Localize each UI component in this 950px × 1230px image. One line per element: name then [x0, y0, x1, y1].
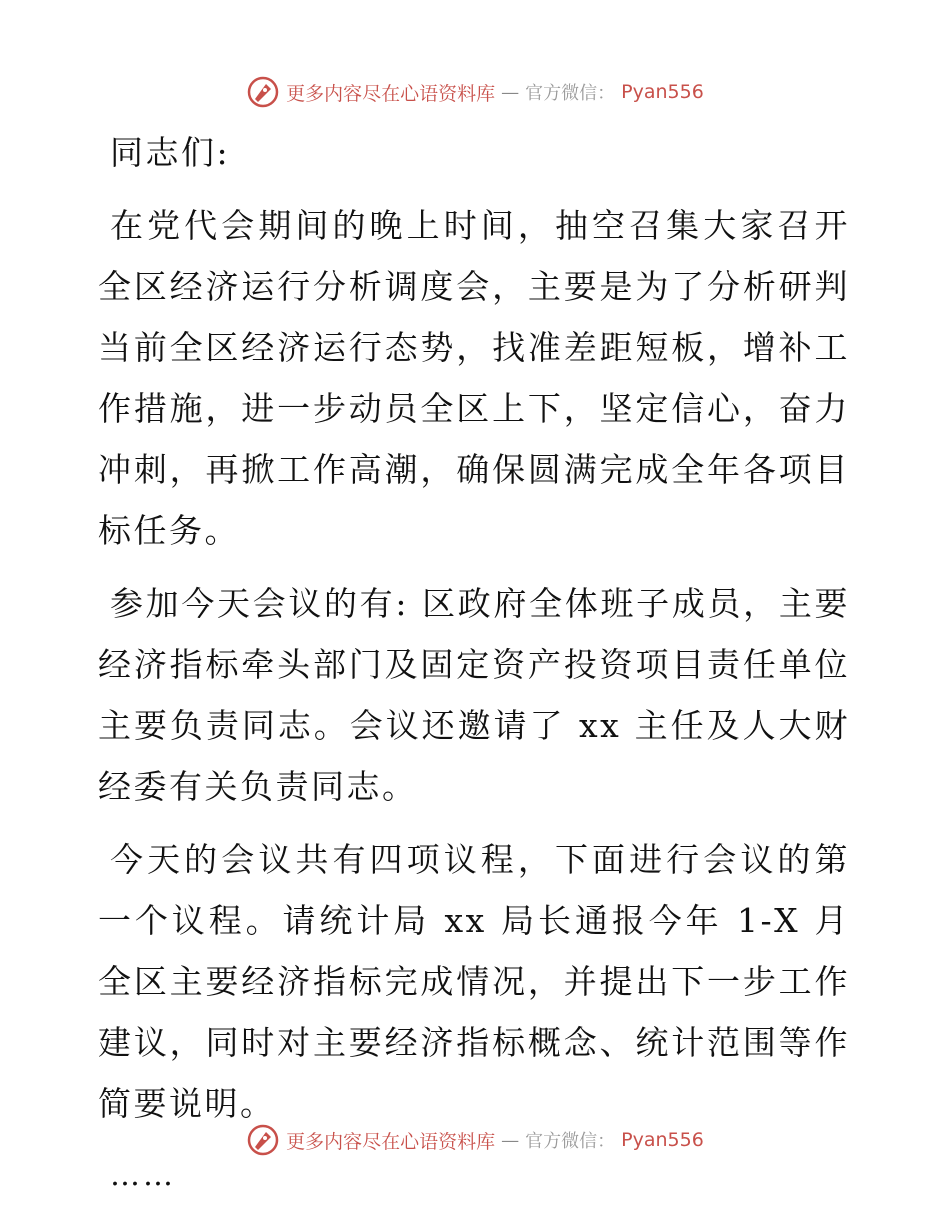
paragraph-3	[98, 829, 850, 1134]
watermark-account: Pyan556	[621, 1129, 704, 1151]
paragraph-2	[98, 573, 850, 817]
header-watermark	[0, 72, 950, 112]
watermark-label: 官方微信：	[525, 83, 616, 104]
watermark-account: Pyan556	[621, 81, 704, 103]
paragraph-1	[98, 195, 850, 561]
watermark-separator: —	[501, 1129, 520, 1151]
paragraph-2-text: 参加今天会议的有: 区政府全体班子成员，主要经济指标牵头部门及固定资产投资项目责任单位主要负责同志。会议还邀请了 xx 主任及人大财经委有关负责同志。	[98, 584, 850, 806]
pen-nib-logo-icon	[246, 75, 280, 109]
ellipsis: ……	[110, 1158, 176, 1193]
document-body	[98, 122, 850, 1206]
pen-nib-logo-icon	[246, 1123, 280, 1157]
paragraph-1-text: 在党代会期间的晚上时间，抽空召集大家召开全区经济运行分析调度会，主要是为了分析研判当前全区经济运行态势，找准差距短板，增补工作措施，进一步动员全区上下，坚定信心，奋力冲刺，再掀工作高潮，确保圆满完成全年各项目标任务。	[98, 206, 850, 550]
watermark-text: 更多内容尽在心语资料库	[286, 1130, 496, 1153]
paragraph-3-text: 今天的会议共有四项议程，下面进行会议的第一个议程。请统计局 xx 局长通报今年 1-X 月全区主要经济指标完成情况，并提出下一步工作建议，同时对主要经济指标概念、统计范围等作简要说明。	[98, 840, 850, 1123]
watermark-text: 更多内容尽在心语资料库	[286, 82, 496, 105]
watermark-separator: —	[501, 81, 520, 103]
salutation: 同志们:	[110, 133, 231, 172]
watermark-label: 官方微信：	[525, 1131, 616, 1152]
footer-watermark	[0, 1120, 950, 1160]
